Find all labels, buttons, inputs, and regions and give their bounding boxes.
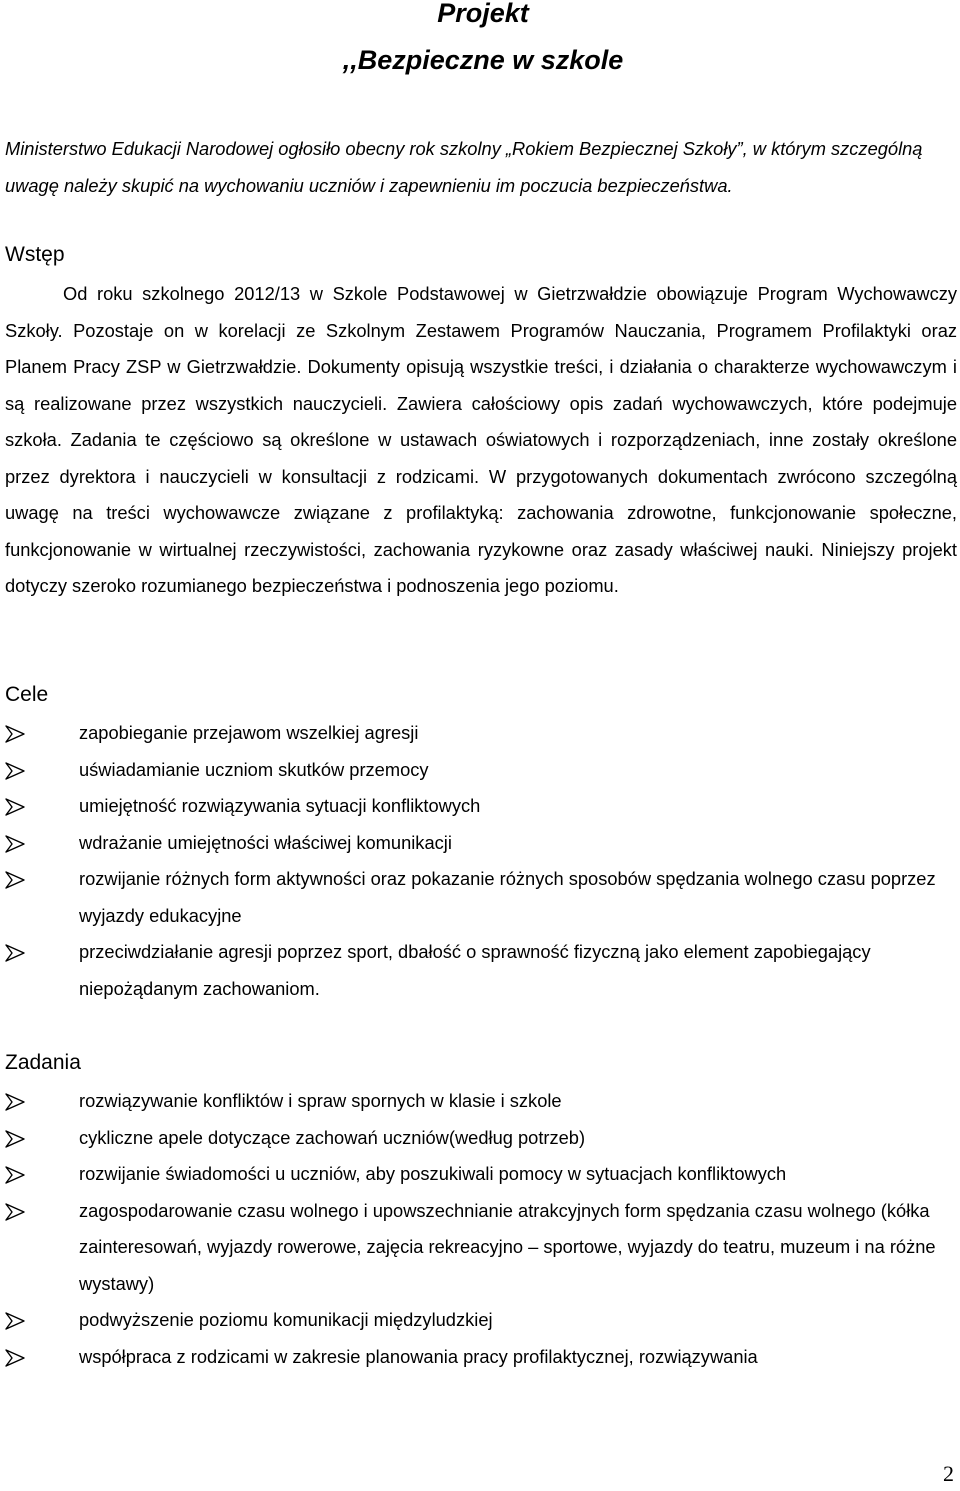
- arrowhead-bullet-icon: [5, 1349, 25, 1367]
- wstep-paragraph: [5, 276, 957, 605]
- list-item-text: rozwijanie świadomości u uczniów, aby poszukiwali pomocy w sytuacjach konfliktowych: [79, 1163, 787, 1184]
- arrowhead-bullet-icon: [5, 762, 25, 780]
- list-item: [0, 861, 939, 934]
- list-item: [0, 788, 939, 825]
- list-item: [0, 1120, 939, 1157]
- section-heading-cele: Cele: [5, 683, 49, 706]
- page-number: 2: [943, 1461, 954, 1486]
- list-item-text: zagospodarowanie czasu wolnego i upowszechnianie atrakcyjnych form spędzania czasu wolnego (kółka zainteresowań, wyjazdy rowerowe, zajęcia rekreacyjno – sportowe, wyjazdy do teatru, muzeum i na różne wystawy): [79, 1199, 936, 1294]
- list-item-text: rozwiązywanie konfliktów i spraw spornych w klasie i szkole: [79, 1090, 562, 1111]
- list-item-text: współpraca z rodzicami w zakresie planowania pracy profilaktycznej, rozwiązywania: [79, 1345, 758, 1367]
- intro-paragraph: Ministerstwo Edukacji Narodowej ogłosiło obecny rok szkolny „Rokiem Bezpiecznej Szkoły”, w którym szczególną uwagę należy skupić na wychowaniu uczniów i zapewnieniu im poczucia bezpieczeństwa.: [5, 138, 923, 196]
- zadania-list: [0, 1083, 939, 1375]
- arrowhead-bullet-icon: [5, 871, 25, 889]
- arrowhead-bullet-icon: [5, 1093, 25, 1111]
- section-heading-wstep: Wstęp: [5, 243, 65, 266]
- document-subtitle: ,,Bezpieczne w szkole: [342, 45, 624, 75]
- arrowhead-bullet-icon: [5, 725, 25, 743]
- list-item: [0, 1193, 939, 1303]
- list-item: [0, 1339, 939, 1376]
- list-item-text: rozwijanie różnych form aktywności oraz pokazanie różnych sposobów spędzania wolnego czasu poprzez wyjazdy edukacyjne: [79, 868, 936, 926]
- arrowhead-bullet-icon: [5, 798, 25, 816]
- arrowhead-bullet-icon: [5, 1130, 25, 1148]
- list-item: [0, 752, 939, 789]
- arrowhead-bullet-icon: [5, 1312, 25, 1330]
- arrowhead-bullet-icon: [5, 835, 25, 853]
- list-item: [0, 715, 939, 752]
- wstep-paragraph-text: Od roku szkolnego 2012/13 w Szkole Podstawowej w Gietrzwałdzie obowiązuje Program Wychowawczy Szkoły. Pozostaje on w korelacji ze Szkolnym Zestawem Programów Nauczania, Programem Profilaktyki oraz Planem Pracy ZSP w Gietrzwałdzie. Dokumenty opisują wszystkie treści, i działania o charakterze wychowawczym i są realizowane przez wszystkich nauczycieli. Zawiera całościowy opis zadań wychowawczych, które podejmuje szkoła. Zadania te częściowo są określone w ustawach oświatowych i rozporządzeniach, inne zostały określone przez dyrektora i nauczycieli w konsultacji z rodzicami. W przygotowanych dokumentach zwrócono szczególną uwagę na treści wychowawcze związane z profilaktyką: zachowania zdrowotne, funkcjonowanie społeczne, funkcjonowanie w wirtualnej rzeczywistości, zachowania ryzykowne oraz zasady właściwej nauki. Niniejszy projekt dotyczy szeroko rozumianego bezpieczeństwa i podnoszenia jego poziomu.: [5, 283, 957, 596]
- list-item-text: przeciwdziałanie agresji poprzez sport, dbałość o sprawność fizyczną jako element zapobiegający niepożądanym zachowaniom.: [79, 941, 871, 999]
- arrowhead-bullet-icon: [5, 944, 25, 962]
- list-item: [0, 1083, 939, 1120]
- list-item: [0, 934, 939, 1007]
- list-item-text: wdrażanie umiejętności właściwej komunikacji: [79, 831, 452, 853]
- list-item-text: umiejętność rozwiązywania sytuacji konfliktowych: [79, 795, 481, 816]
- list-item: [0, 825, 939, 862]
- arrowhead-bullet-icon: [5, 1203, 25, 1221]
- section-heading-zadania: Zadania: [5, 1051, 81, 1074]
- list-item: [0, 1302, 939, 1339]
- list-item: [0, 1156, 939, 1193]
- arrowhead-bullet-icon: [5, 1166, 25, 1184]
- list-item-text: uświadamianie uczniom skutków przemocy: [79, 758, 429, 780]
- cele-list: [0, 715, 939, 1007]
- list-item-text: podwyższenie poziomu komunikacji międzyludzkiej: [79, 1309, 493, 1330]
- document-title: Projekt: [437, 0, 529, 28]
- list-item-text: cykliczne apele dotyczące zachowań uczniów(według potrzeb): [79, 1126, 586, 1148]
- list-item-text: zapobieganie przejawom wszelkiej agresji: [79, 722, 419, 743]
